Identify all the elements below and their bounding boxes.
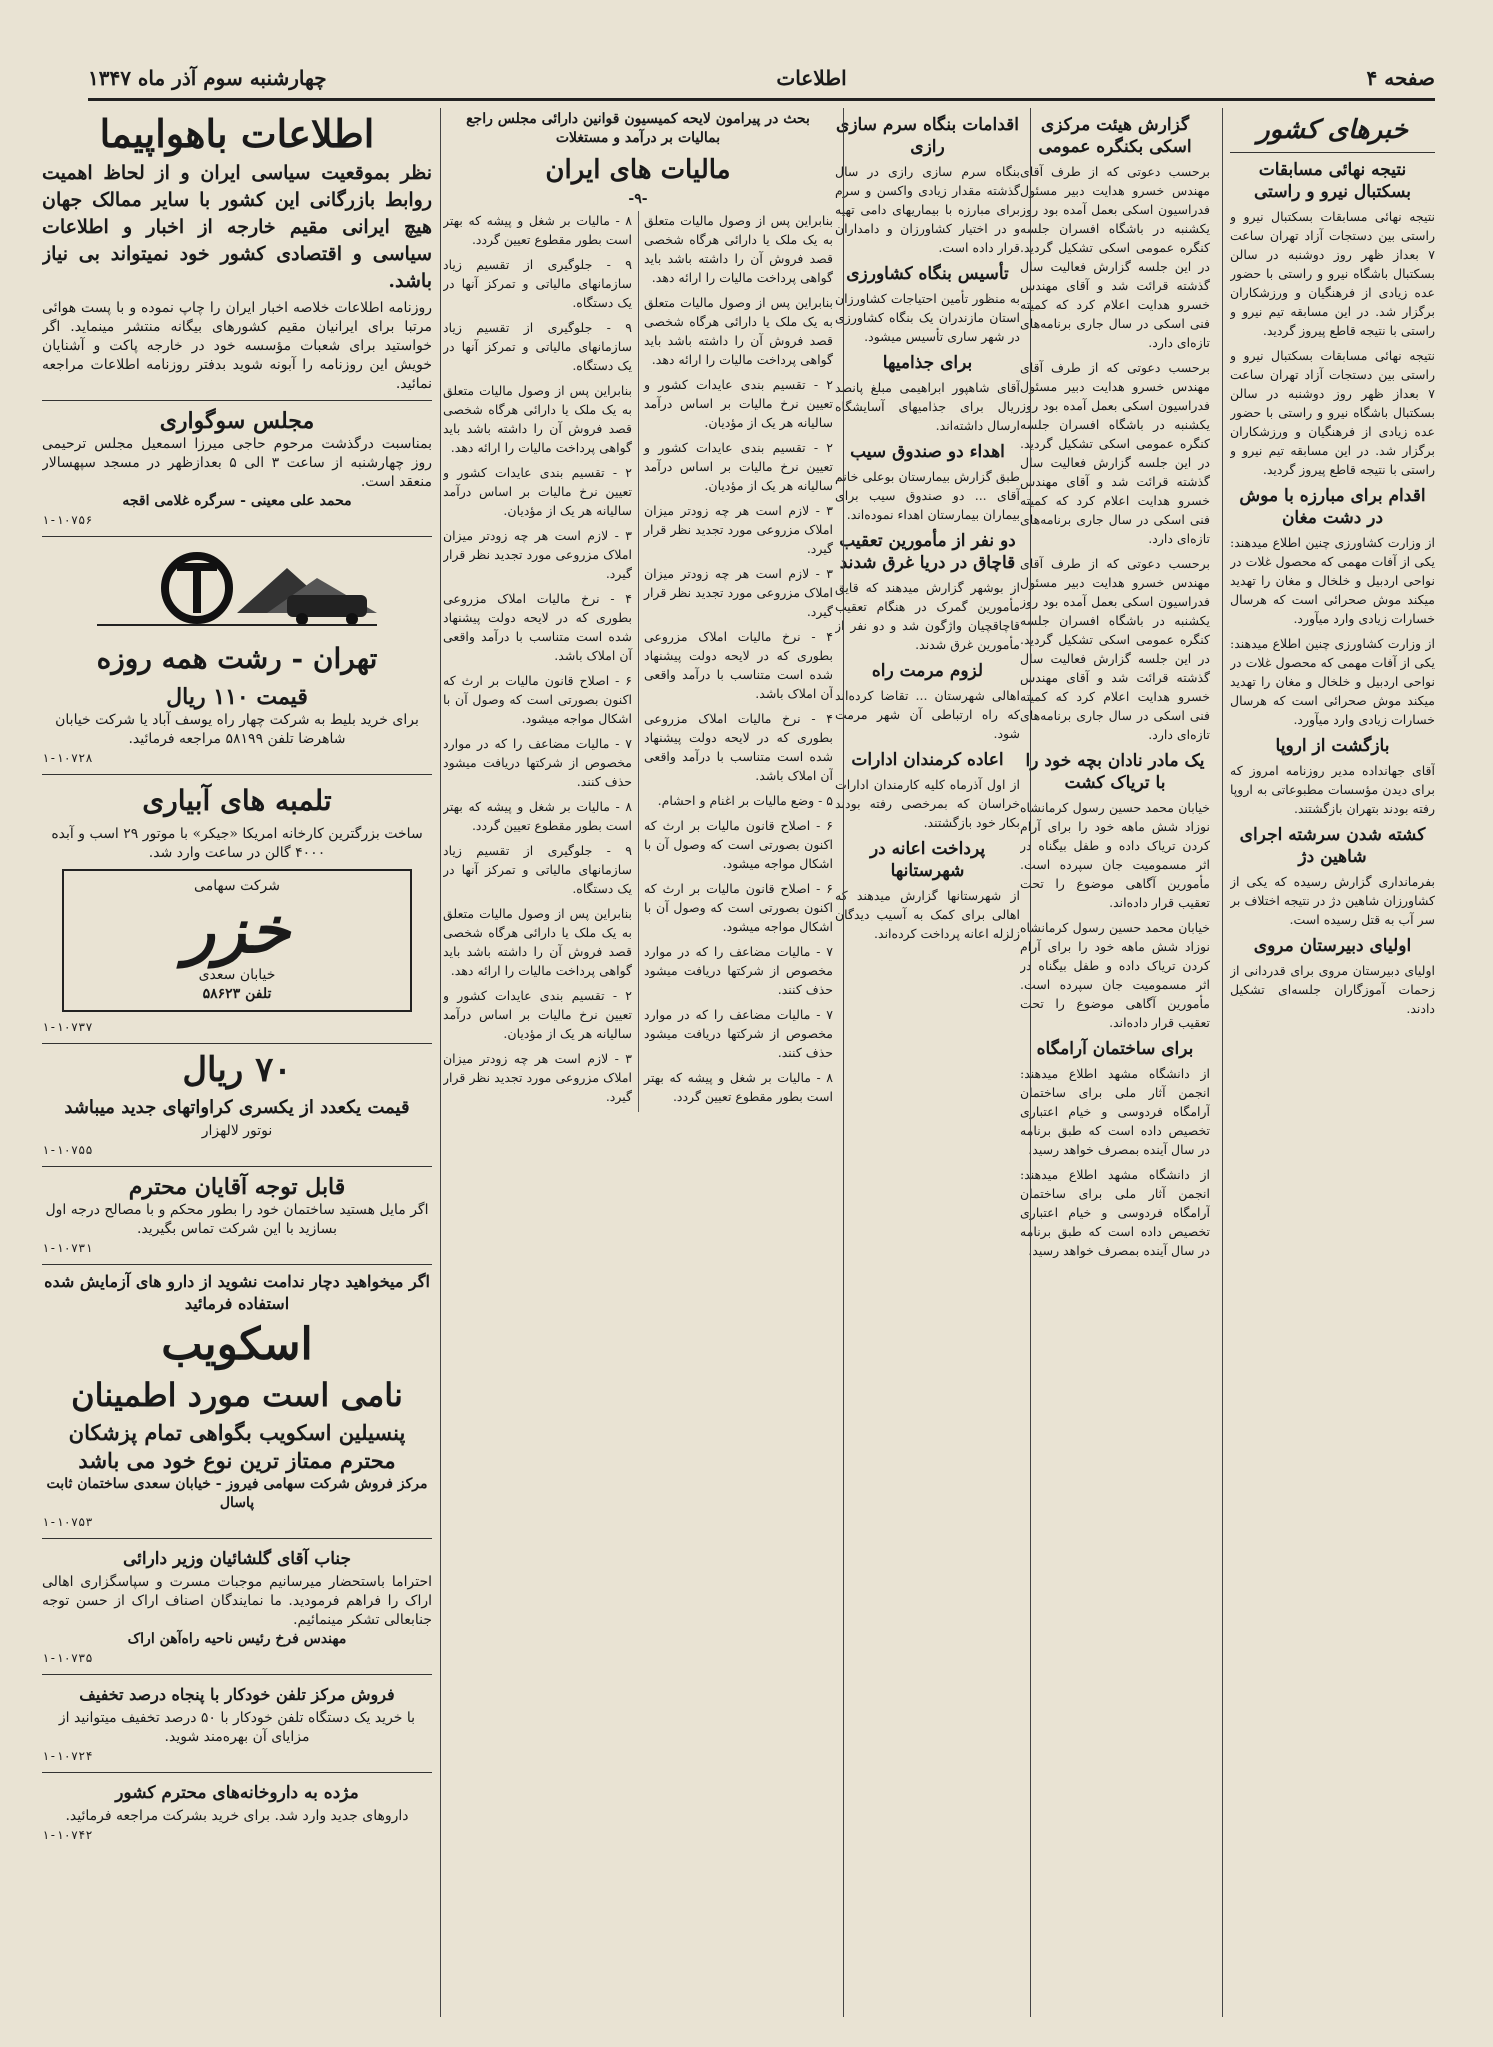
column-2 <box>1020 108 1210 2017</box>
article-body: نتیجه نهائی مسابقات بسکتبال نیرو و راستی بین دستجات آزاد تهران ساعت ۷ بعداز ظهر روز دوشنبه در سالن بسکتبال باشگاه نیرو و راستی با حضور عده زیادی از فرهنگیان و ورزشکاران برگزار شد. در این مسابقه تیم نیرو و راستی با نتیجه قاطع پیروز گردید. <box>1230 348 1435 477</box>
article-body: ۶ - اصلاح قانون مالیات بر ارث که اکنون بصورتی است که وصول آن با اشکال مواجه میشود. <box>644 881 833 934</box>
ad-code: ۱-۱۰۷۵۵ <box>42 1143 93 1157</box>
article-body: بنابراین پس از وصول مالیات متعلق به یک ملک یا دارائی هرگاه شخصی قصد فروش آن را داشته باشد باید گواهی پرداخت مالیات را ارائه دهد. <box>644 213 833 285</box>
article-body: ۶ - اصلاح قانون مالیات بر ارث که اکنون بصورتی است که وصول آن با اشکال مواجه میشود. <box>644 818 833 871</box>
ad-code: ۱-۱۰۷۲۸ <box>42 751 93 765</box>
ad-airmail-small: روزنامه اطلاعات خلاصه اخبار ایران را چاپ نموده و با پست هوائی مرتبا برای ایرانیان مقیم کشورهای بیگانه منتشر مینماید. اگر خواستید برای شعبات مؤسسه خود در خارجه پاکت و آشنایان خویش این روزنامه را آبونه شوید بدفتر روزنامه اطلاعات مراجعه نمائید. <box>42 300 432 392</box>
column-4 <box>443 108 833 2017</box>
article-body: ۸ - مالیات بر شغل و پیشه که بهتر است بطور مقطوع تعیین گردد. <box>443 799 632 833</box>
article-body: طبق گزارش بیمارستان بوعلی خانم آقای ... دو صندوق سیب برای بیماران بیمارستان اهداء نموده‌اند. <box>835 469 1020 522</box>
column-rule <box>1222 108 1223 2017</box>
divider <box>42 1674 432 1675</box>
article-body: نتیجه نهائی مسابقات بسکتبال نیرو و راستی بین دستجات آزاد تهران ساعت ۷ بعداز ظهر روز دوشنبه در سالن بسکتبال باشگاه نیرو و راستی با حضور عده زیادی از فرهنگیان و ورزشکاران برگزار شد. در این مسابقه تیم نیرو و راستی با نتیجه قاطع پیروز گردید. <box>1230 209 1435 338</box>
ad-code: ۱-۱۰۷۴۲ <box>42 1828 93 1842</box>
page-header <box>88 58 1435 101</box>
ad-code: ۱-۱۰۷۲۴ <box>42 1749 93 1763</box>
article-body: ۹ - جلوگیری از تقسیم زیاد سازمانهای مالیاتی و تمرکز آنها در یک دستگاه. <box>443 257 632 310</box>
article-body: از وزارت کشاورزی چنین اطلاع میدهند: یکی از آفات مهمی که محصول غلات در نواحی اردبیل و خلخال و مغان را تهدید میکند موش صحرائی است که هرسال خسارات زیادی وارد میآورد. <box>1230 535 1435 626</box>
ad-khazar-tel: تلفن ۵۸۶۲۳ <box>202 986 272 1002</box>
article-body: ۳ - لازم است هر چه زودتر میزان املاک مزروعی مورد تجدید نظر قرار گیرد. <box>443 528 632 581</box>
article-kicker: بحث در پیرامون لایحه کمیسیون قوانین دارائی مجلس راجع بمالیات بر درآمد و مستغلات <box>466 111 810 146</box>
ad-airmail-title: اطلاعات باهواپیما <box>99 111 375 156</box>
article-body: ۵ - وضع مالیات بر اغنام و احشام. <box>657 793 833 808</box>
divider <box>42 1166 432 1167</box>
divider <box>42 1264 432 1265</box>
article-body: از دانشگاه مشهد اطلاع میدهند: انجمن آثار ملی برای ساختمان آرامگاه فردوسی و خیام اعتباری تخصیص داده است که طبق برنامه در سال آینده بمصرف خواهد رسید. <box>1020 1167 1210 1258</box>
ad-phone-text: با خرید یک دستگاه تلفن خودکار با ۵۰ درصد تخفیف میتوانید از مزایای آن بهره‌مند شوید. <box>58 1710 416 1745</box>
article-columns <box>443 211 833 1112</box>
article-body: ۷ - مالیات مضاعف را که در موارد مخصوص از شرکتها دریافت میشود حذف کنند. <box>644 944 833 997</box>
ad-code: ۱-۱۰۷۳۱ <box>42 1241 93 1255</box>
column-rule <box>1030 108 1031 2017</box>
article-body: از دانشگاه مشهد اطلاع میدهند: انجمن آثار ملی برای ساختمان آرامگاه فردوسی و خیام اعتباری تخصیص داده است که طبق برنامه در سال آینده بمصرف خواهد رسید. <box>1020 1066 1210 1157</box>
article-title: مالیات های ایران <box>545 155 731 185</box>
article-body: ۴ - نرخ مالیات املاک مزروعی بطوری که در لایحه دولت پیشنهاد شده است متناسب با درآمد واقعی آن املاک باشد. <box>443 591 632 663</box>
article-body: ۹ - جلوگیری از تقسیم زیاد سازمانهای مالیاتی و تمرکز آنها در یک دستگاه. <box>443 843 632 896</box>
article-heading: اقدام برای مبارزه با موش در دشت مغان <box>1239 486 1426 528</box>
article-body: بنابراین پس از وصول مالیات متعلق به یک ملک یا دارائی هرگاه شخصی قصد فروش آن را داشته باشد باید گواهی پرداخت مالیات را ارائه دهد. <box>644 295 833 367</box>
article-body: از وزارت کشاورزی چنین اطلاع میدهند: یکی از آفات مهمی که محصول غلات در نواحی اردبیل و خلخال و مغان را تهدید میکند موش صحرائی است که هرسال خسارات زیادی وارد میآورد. <box>1230 636 1435 727</box>
column-3 <box>835 108 1020 2017</box>
ad-squibb-addr: مرکز فروش شرکت سهامی فیروز - خیابان سعدی ساختمان ثابت پاسال <box>46 1476 428 1511</box>
ad-bus-route: تهران - رشت همه روزه <box>96 642 378 675</box>
ad-pharmacy-title: مژده به داروخانه‌های محترم کشور <box>115 1783 359 1803</box>
ad-attention-title: قابل توجه آقایان محترم <box>128 1174 346 1200</box>
article-body: ۳ - لازم است هر چه زودتر میزان املاک مزروعی مورد تجدید نظر قرار گیرد. <box>443 1051 632 1104</box>
section-title: خبرهای کشور <box>1257 115 1408 145</box>
ad-squibb-text: پنسیلین اسکویب بگواهی تمام پزشکان محترم ممتاز ترین نوع خود می باشد <box>68 1420 406 1473</box>
ad-tie-text: قیمت یکعدد از یکسری کراواتهای جدید میباشد <box>64 1097 410 1118</box>
column-rule <box>440 108 441 2017</box>
ad-airmail-text: نظر بموقعیت سیاسی ایران و از لحاظ اهمیت روابط بازرگانی این کشور با سایر ممالک جهان هیچ ایرانی مقیم خارجه از اخبار و اطلاعات سیاسی و اقتصادی کشور خود نمیتواند بی نیاز باشد. <box>42 162 432 292</box>
divider <box>42 1043 432 1044</box>
article-part-number: -۹- <box>628 191 648 207</box>
article-heading: یک مادر نادان بچه خود را با تریاک کشت <box>1025 751 1205 793</box>
article-heading: اهداء دو صندوق سیب <box>850 442 1005 462</box>
article-heading: نتیجه نهائی مسابقات بسکتبال نیرو و راستی <box>1254 160 1411 202</box>
article-heading: اقدامات بنگاه سرم سازی رازی <box>836 115 1019 157</box>
issue-date: چهارشنبه سوم آذر ماه ۱۳۴۷ <box>88 66 327 90</box>
column-rule <box>843 108 844 2017</box>
article-body: ۴ - نرخ مالیات املاک مزروعی بطوری که در لایحه دولت پیشنهاد شده است متناسب با درآمد واقعی آن املاک باشد. <box>644 629 833 701</box>
ad-code: ۱-۱۰۷۵۳ <box>42 1515 93 1529</box>
ad-attention-text: اگر مایل هستید ساختمان خود را بطور محکم و با مصالح درجه اول بسازید با این شرکت تماس بگیرید. <box>45 1202 429 1237</box>
article-body: خیابان محمد حسین رسول کرمانشاه نوزاد شش ماهه خود را برای آرام کردن تریاک داده و طفل بیگناه در اثر مسمومیت جان سپرده است. مأمورین آگاهی موضوع را تحت تعقیب قرار داده‌اند. <box>1020 800 1210 910</box>
article-heading: لزوم مرمت راه <box>871 661 984 681</box>
article-body: ۲ - تقسیم بندی عایدات کشور و تعیین نرخ مالیات بر اساس درآمد سالیانه هر یک از مؤدیان. <box>644 377 833 430</box>
article-heading: دو نفر از مأمورین تعقیب قاچاق در دریا غرق شدند <box>839 531 1016 573</box>
article-body: از بوشهر گزارش میدهند که قایق مأمورین گمرک در هنگام تعقیب قاچاقچیان واژگون شد و دو نفر از مأمورین غرق شدند. <box>835 580 1020 652</box>
ad-bus-text: برای خرید بلیط به شرکت چهار راه یوسف آباد یا شرکت خیابان شاهرضا تلفن ۵۸۱۹۹ مراجعه فرمائید. <box>55 712 419 747</box>
article-heading: اعاده کرمندان ادارات <box>851 750 1004 770</box>
ad-squibb-brand: اسکویب <box>161 1319 313 1370</box>
ad-code: ۱-۱۰۷۵۶ <box>42 513 93 527</box>
divider <box>42 1538 432 1539</box>
divider <box>42 774 432 775</box>
ad-khazar-sub: شرکت سهامی <box>194 878 280 894</box>
article-body: ۷ - مالیات مضاعف را که در موارد مخصوص از شرکتها دریافت میشود حذف کنند. <box>644 1007 833 1060</box>
ad-code: ۱-۱۰۷۳۷ <box>42 1020 93 1034</box>
ad-khazar-brand: خزر <box>184 893 290 968</box>
ad-khazar <box>62 869 412 1012</box>
ad-bus-price: قیمت ۱۱۰ ریال <box>166 684 308 710</box>
article-heading: برای جذامیها <box>882 353 973 373</box>
newspaper-name: اطلاعات <box>776 66 847 90</box>
article-body: بنابراین پس از وصول مالیات متعلق به یک ملک یا دارائی هرگاه شخصی قصد فروش آن را داشته باشد باید گواهی پرداخت مالیات را ارائه دهد. <box>443 383 632 455</box>
divider <box>42 536 432 537</box>
article-body: برحسب دعوتی که از طرف آقای مهندس خسرو هدایت دبیر مسئول فدراسیون اسکی بعمل آمده بود روز یکشنبه در باشگاه افسران جلسه کنگره عمومی اسکی تشکیل گردید. در این جلسه گزارش فعالیت سال گذشته قرائت شد و آقای مهندس خسرو هدایت اعلام کرد که کمیته فنی اسکی در سال جاری برنامه‌های تازه‌ای دارد. <box>1020 556 1210 742</box>
article-body: برحسب دعوتی که از طرف آقای مهندس خسرو هدایت دبیر مسئول فدراسیون اسکی بعمل آمده بود روز یکشنبه در باشگاه افسران جلسه کنگره عمومی اسکی تشکیل گردید. در این جلسه گزارش فعالیت سال گذشته قرائت شد و آقای مهندس خسرو هدایت اعلام کرد که کمیته فنی اسکی در سال جاری برنامه‌های تازه‌ای دارد. <box>1020 164 1210 350</box>
article-body: ۶ - اصلاح قانون مالیات بر ارث که اکنون بصورتی است که وصول آن با اشکال مواجه میشود. <box>443 673 632 726</box>
article-body: بنابراین پس از وصول مالیات متعلق به یک ملک یا دارائی هرگاه شخصی قصد فروش آن را داشته باشد باید گواهی پرداخت مالیات را ارائه دهد. <box>443 906 632 978</box>
ad-code: ۱-۱۰۷۳۵ <box>42 1651 93 1665</box>
article-body: ۲ - تقسیم بندی عایدات کشور و تعیین نرخ مالیات بر اساس درآمد سالیانه هر یک از مؤدیان. <box>443 465 632 518</box>
article-heading: پرداخت اعانه در شهرستانها <box>869 839 986 881</box>
article-body: از شهرستانها گزارش میدهند که اهالی برای کمک به آسیب دیدگان زلزله اعانه پرداخت کرده‌اند. <box>835 888 1020 941</box>
article-heading: بازگشت از اروپا <box>1275 736 1390 756</box>
ad-pharmacy-text: داروهای جدید وارد شد. برای خرید بشرکت مراجعه فرمائید. <box>65 1808 409 1824</box>
article-body: از اول آذرماه کلیه کارمندان ادارات خراسان که بمرخصی رفته بودند بکار خود بازگشتند. <box>835 777 1020 830</box>
column-1 <box>1230 108 1435 2017</box>
bus-company-logo <box>87 543 387 633</box>
ad-squibb-top: اگر میخواهید دچار ندامت نشوید از دارو های آزمایش شده استفاده فرمائید <box>44 1272 430 1313</box>
ad-mourning-title: مجلس سوگواری <box>159 408 315 434</box>
article-body: اولیای دبیرستان مروی برای قدردانی از زحمات آموزگاران جلسه‌ای تشکیل دادند. <box>1230 963 1435 1016</box>
article-heading: اولیای دبیرستان مروی <box>1253 936 1412 956</box>
ad-tie-price: ۷۰ ریال <box>182 1050 292 1090</box>
ad-pump-title: تلمبه های آبیاری <box>142 784 332 817</box>
ad-phone-title: فروش مرکز تلفن خودکار با پنجاه درصد تخفیف <box>79 1685 395 1704</box>
divider <box>1230 152 1435 153</box>
article-body: ۳ - لازم است هر چه زودتر میزان املاک مزروعی مورد تجدید نظر قرار گیرد. <box>644 566 833 619</box>
article-body: برحسب دعوتی که از طرف آقای مهندس خسرو هدایت دبیر مسئول فدراسیون اسکی بعمل آمده بود روز یکشنبه در باشگاه افسران جلسه کنگره عمومی اسکی تشکیل گردید. در این جلسه گزارش فعالیت سال گذشته قرائت شد و آقای مهندس خسرو هدایت اعلام کرد که کمیته فنی اسکی در سال جاری برنامه‌های تازه‌ای دارد. <box>1020 360 1210 546</box>
article-heading: برای ساختمان آرامگاه <box>1036 1039 1194 1059</box>
article-heading: گزارش هیئت مرکزی اسکی بکنگره عمومی <box>1038 115 1192 157</box>
ad-pump-text: ساخت بزرگترین کارخانه امریکا «جیکر» با موتور ۲۹ اسب و آبده ۴۰۰۰ گالن در ساعت وارد شد. <box>51 826 423 861</box>
article-body: آقای جهانداده مدیر روزنامه امروز که برای دیدن مؤسسات مطبوعاتی به اروپا رفته بودند بتهران بازگشتند. <box>1230 763 1435 816</box>
page-number: صفحه ۴ <box>1366 66 1435 90</box>
ad-squibb-slogan: نامی است مورد اطمینان <box>71 1376 403 1414</box>
ad-mourning-text: بمناسبت درگذشت مرحوم حاجی میرزا اسمعیل مجلس ترحیمی روز چهارشنبه از ساعت ۳ الی ۵ بعدازظهر در مسجد سپهسالار منعقد است. <box>42 436 432 490</box>
article-body: ۲ - تقسیم بندی عایدات کشور و تعیین نرخ مالیات بر اساس درآمد سالیانه هر یک از مؤدیان. <box>443 988 632 1041</box>
article-body: اهالی شهرستان ... تقاضا کرده‌اند که راه ارتباطی آن شهر مرمت شود. <box>835 688 1020 741</box>
article-body: خیابان محمد حسین رسول کرمانشاه نوزاد شش ماهه خود را برای آرام کردن تریاک داده و طفل بیگناه در اثر مسمومیت جان سپرده است. مأمورین آگاهی موضوع را تحت تعقیب قرار داده‌اند. <box>1020 920 1210 1030</box>
article-body: ۲ - تقسیم بندی عایدات کشور و تعیین نرخ مالیات بر اساس درآمد سالیانه هر یک از مؤدیان. <box>644 440 833 493</box>
article-body: ۹ - جلوگیری از تقسیم زیاد سازمانهای مالیاتی و تمرکز آنها در یک دستگاه. <box>443 320 632 373</box>
column-5-ads <box>42 108 432 2017</box>
article-heading: تأسیس بنگاه کشاورزی <box>846 264 1009 284</box>
article-body: ۷ - مالیات مضاعف را که در موارد مخصوص از شرکتها دریافت میشود حذف کنند. <box>443 736 632 789</box>
article-body: ۸ - مالیات بر شغل و پیشه که بهتر است بطور مقطوع تعیین گردد. <box>644 1070 833 1104</box>
article-body: به منظور تأمین احتیاجات کشاورزان استان مازندران یک بنگاه کشاورزی در شهر ساری تأسیس میشود. <box>835 291 1020 344</box>
divider <box>42 1772 432 1773</box>
article-body: ۳ - لازم است هر چه زودتر میزان املاک مزروعی مورد تجدید نظر قرار گیرد. <box>644 503 833 556</box>
article-body: ۸ - مالیات بر شغل و پیشه که بهتر است بطور مقطوع تعیین گردد. <box>443 213 632 247</box>
ad-mourning-sign: محمد علی معینی - سرگره غلامی اقجه <box>122 493 352 509</box>
ad-minister-text: احتراما باستحضار میرسانیم موجبات مسرت و سپاسگزاری اهالی اراک را فراهم فرمودید. ما نمایندگان اصناف اراک از حسن توجه جنابعالی تشکر مینمائیم. <box>42 1574 432 1628</box>
ad-khazar-addr: خیابان سعدی <box>198 967 276 983</box>
article-body: بفرمانداری گزارش رسیده که یکی از کشاورزان شاهین دژ در نتیجه اختلاف بر سر آب به قتل رسیده است. <box>1230 874 1435 927</box>
article-body: آقای شاهپور ابراهیمی مبلغ پانصد ریال برای جذامیهای آسایشگاه ارسال داشته‌اند. <box>835 380 1020 433</box>
ad-minister-title: جناب آقای گلشائیان وزیر دارائی <box>122 1549 352 1569</box>
ad-minister-sign: مهندس فرخ رئیس ناحیه راه‌آهن اراک <box>127 1631 347 1647</box>
article-heading: کشته شدن سرشته اجرای شاهین دژ <box>1239 825 1426 867</box>
ad-tie-addr: نوتور لالهزار <box>201 1123 273 1139</box>
article-body: ۴ - نرخ مالیات املاک مزروعی بطوری که در لایحه دولت پیشنهاد شده است متناسب با درآمد واقعی آن املاک باشد. <box>644 711 833 783</box>
article-body: بنگاه سرم سازی رازی در سال گذشته مقدار زیادی واکسن و سرم برای مبارزه با بیماریهای دامی تهیه و در اختیار کشاورزان و دامداران قرار داده است. <box>835 164 1020 255</box>
divider <box>42 400 432 401</box>
